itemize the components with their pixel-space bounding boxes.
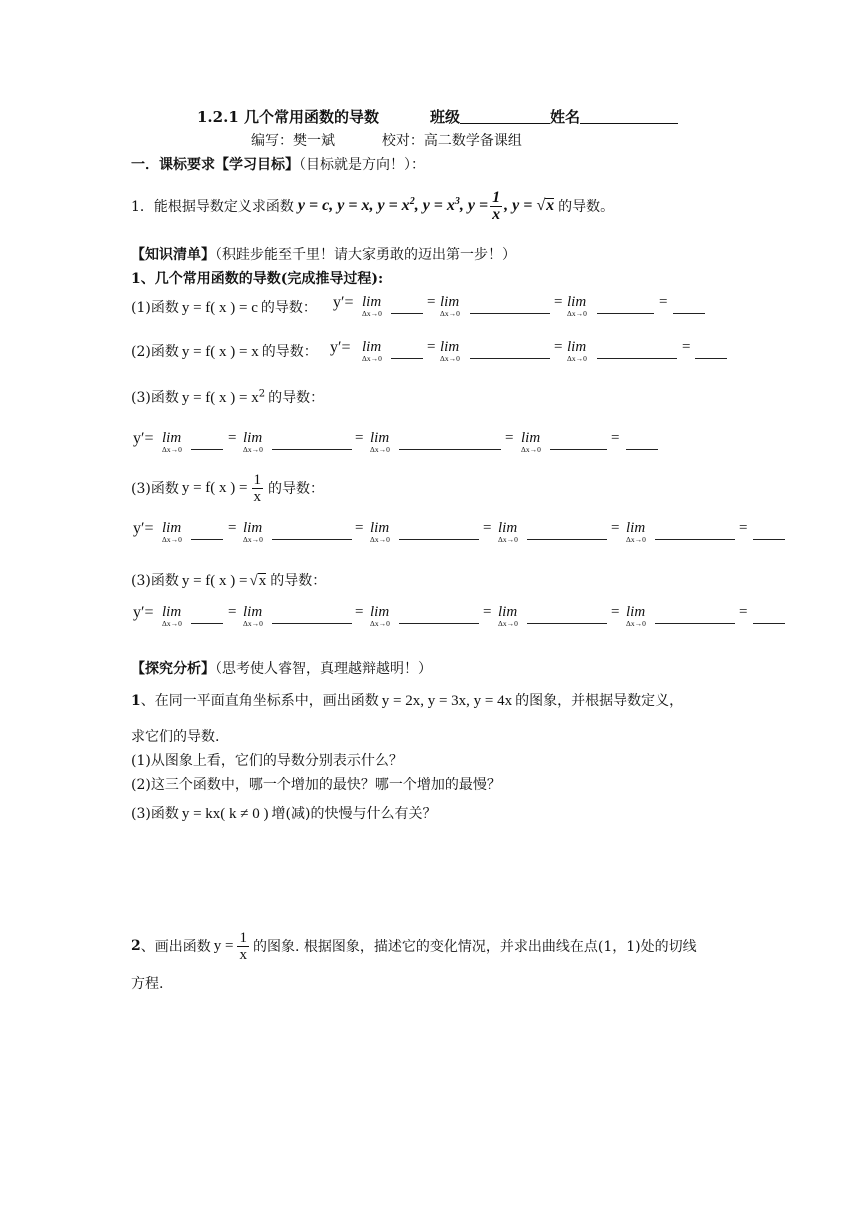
lim-symbol: lim xyxy=(243,520,263,536)
goal-sup-2: 2 xyxy=(409,195,415,207)
equals-sign: = xyxy=(739,520,748,536)
answer-blank xyxy=(753,539,785,540)
derivation-5-sqrt-arg: x xyxy=(258,573,267,589)
derivation-2-label xyxy=(131,341,318,361)
fraction-blank xyxy=(655,623,735,624)
question-1-sub1: (1)从图象上看，它们的导数分别表示什么？ xyxy=(131,753,403,769)
lim-symbol: lim xyxy=(243,604,263,620)
derivation-1-formula: y = f( x ) = c xyxy=(181,300,258,316)
derivation-4-func: (3)函数 xyxy=(131,481,179,497)
equals-sign: = xyxy=(355,430,364,446)
explore-heading xyxy=(131,658,432,678)
equals-sign: = xyxy=(611,520,620,536)
question-2-fraction xyxy=(237,930,249,963)
goal-formula-d: , y = xyxy=(504,196,533,214)
lim-subscript: Δx→0 xyxy=(162,619,182,628)
fraction-blank xyxy=(655,539,735,540)
lim-subscript: Δx→0 xyxy=(243,535,263,544)
lim-symbol: lim xyxy=(362,294,382,310)
answer-blank xyxy=(673,313,705,314)
fraction-blank xyxy=(527,623,607,624)
lim-symbol: lim xyxy=(567,339,587,355)
lim-symbol: lim xyxy=(440,339,460,355)
knowledge-heading xyxy=(131,244,516,264)
lim-subscript: Δx→0 xyxy=(243,445,263,454)
equals-sign: = xyxy=(554,339,563,355)
lim-subscript: Δx→0 xyxy=(440,354,460,363)
equals-sign: = xyxy=(228,520,237,536)
fraction-blank xyxy=(399,539,479,540)
fraction-blank xyxy=(399,449,501,450)
fraction-blank xyxy=(391,358,423,359)
goal-item-1-prefix: 1．能根据导数定义求函数 xyxy=(131,199,294,215)
question-2-line2: 方程. xyxy=(131,976,164,992)
lim-subscript: Δx→0 xyxy=(521,445,541,454)
lim-symbol: lim xyxy=(243,430,263,446)
derivation-1-func: (1)函数 xyxy=(131,300,179,316)
equals-sign: = xyxy=(228,430,237,446)
lim-symbol: lim xyxy=(370,430,390,446)
name-blank[interactable] xyxy=(580,123,678,124)
equals-sign: = xyxy=(682,339,691,355)
derivation-4-frac-num: 1 xyxy=(253,471,261,488)
lim-subscript: Δx→0 xyxy=(567,354,587,363)
fraction-blank xyxy=(272,449,352,450)
fraction-blank xyxy=(191,449,223,450)
derivation-5-formula: y = f( x ) = xyxy=(181,573,248,589)
fraction-blank xyxy=(470,313,550,314)
question-2-number: 2 xyxy=(131,938,141,954)
goals-heading: 一．课标要求【学习目标】 xyxy=(131,157,299,173)
equals-sign: = xyxy=(611,604,620,620)
equals-sign: = xyxy=(355,520,364,536)
equals-sign: = xyxy=(427,339,436,355)
explore-note: （思考使人睿智，真理越辩越明！） xyxy=(215,661,432,677)
goal-sqrt-arg: x xyxy=(546,196,555,214)
question-2 xyxy=(131,924,697,968)
question-1-number: 1 xyxy=(131,693,141,709)
fraction-blank xyxy=(597,313,654,314)
section-heading-goals xyxy=(131,154,425,174)
lim-subscript: Δx→0 xyxy=(626,535,646,544)
y-prime-label: y′= xyxy=(133,604,154,621)
class-label: 班级 xyxy=(430,108,461,126)
equals-sign: = xyxy=(355,604,364,620)
lim-subscript: Δx→0 xyxy=(370,619,390,628)
fraction-blank xyxy=(191,539,223,540)
y-prime-label: y′= xyxy=(330,339,351,356)
lim-symbol: lim xyxy=(626,520,646,536)
derivation-3-func: (3)函数 xyxy=(131,390,179,406)
goal-item-1 xyxy=(131,188,614,224)
equals-sign: = xyxy=(427,294,436,310)
knowledge-title: 【知识清单】 xyxy=(131,247,215,263)
derivation-2-suffix: 的导数： xyxy=(261,344,318,360)
question-2-formula: y = xyxy=(213,937,234,954)
lim-subscript: Δx→0 xyxy=(440,309,460,318)
question-1-line2: 求它们的导数. xyxy=(131,729,220,745)
knowledge-subheading: 1、几个常用函数的导数(完成推导过程): xyxy=(131,271,384,287)
goal-frac-num: 1 xyxy=(492,188,501,206)
lim-subscript: Δx→0 xyxy=(498,535,518,544)
reviewer: 校对：高二数学备课组 xyxy=(381,133,522,149)
lim-symbol: lim xyxy=(626,604,646,620)
lim-symbol: lim xyxy=(567,294,587,310)
lim-subscript: Δx→0 xyxy=(567,309,587,318)
fraction-blank xyxy=(399,623,479,624)
lim-symbol: lim xyxy=(162,430,182,446)
equals-sign: = xyxy=(228,604,237,620)
page-title-text: 1.2.1 几个常用函数的导数 xyxy=(197,108,379,126)
lim-subscript: Δx→0 xyxy=(162,445,182,454)
fraction-blank xyxy=(597,358,677,359)
lim-subscript: Δx→0 xyxy=(243,619,263,628)
question-1-sub3-a: (3)函数 xyxy=(131,806,179,822)
derivation-1-label xyxy=(131,297,317,317)
author-line xyxy=(251,130,522,150)
derivation-3-label xyxy=(131,387,324,407)
fraction-blank xyxy=(391,313,423,314)
derivation-5-suffix: 的导数： xyxy=(270,573,327,589)
question-1-sub3-formula: y = kx( k ≠ 0 ) xyxy=(181,806,269,822)
goal-item-1-suffix: 的导数。 xyxy=(558,199,615,215)
goal-sup-3: 3 xyxy=(454,195,460,207)
derivation-2-func: (2)函数 xyxy=(131,344,179,360)
explore-title: 【探究分析】 xyxy=(131,661,215,677)
derivation-4-fraction xyxy=(252,472,264,505)
lim-symbol: lim xyxy=(370,520,390,536)
class-field xyxy=(430,106,678,127)
page-title xyxy=(197,106,379,127)
equals-sign: = xyxy=(659,294,668,310)
question-1 xyxy=(131,690,683,710)
equals-sign: = xyxy=(483,604,492,620)
equals-sign: = xyxy=(483,520,492,536)
derivation-4-formula: y = f( x ) = xyxy=(181,479,248,496)
question-2-text-a: 、画出函数 xyxy=(140,939,211,955)
lim-symbol: lim xyxy=(521,430,541,446)
answer-blank xyxy=(753,623,785,624)
y-prime-label: y′= xyxy=(133,520,154,537)
goal-frac-den: x xyxy=(492,205,501,223)
derivation-1-suffix: 的导数： xyxy=(260,300,317,316)
lim-subscript: Δx→0 xyxy=(370,535,390,544)
question-1-sub2: (2)这三个函数中，哪一个增加的最快？哪一个增加的最慢？ xyxy=(131,777,501,793)
question-1-sub3-b: 增(减)的快慢与什么有关？ xyxy=(271,806,437,822)
lim-symbol: lim xyxy=(498,604,518,620)
sqrt-icon: √ xyxy=(536,196,546,214)
class-blank[interactable] xyxy=(460,123,550,124)
lim-subscript: Δx→0 xyxy=(370,445,390,454)
lim-symbol: lim xyxy=(162,604,182,620)
goal-fraction xyxy=(490,190,502,223)
question-1-formula: y = 2x, y = 3x, y = 4x xyxy=(381,693,513,709)
fraction-blank xyxy=(191,623,223,624)
lim-symbol: lim xyxy=(440,294,460,310)
lim-symbol: lim xyxy=(370,604,390,620)
question-2-frac-num: 1 xyxy=(239,929,247,946)
knowledge-note: （积跬步能至千里！请大家勇敢的迈出第一步！） xyxy=(215,247,516,263)
derivation-4-label xyxy=(131,468,324,508)
lim-subscript: Δx→0 xyxy=(498,619,518,628)
fraction-blank xyxy=(527,539,607,540)
goal-formula-b: , y = x xyxy=(414,196,455,214)
answer-blank xyxy=(695,358,727,359)
lim-symbol: lim xyxy=(362,339,382,355)
derivation-5-func: (3)函数 xyxy=(131,573,179,589)
goals-note: （目标就是方向！）： xyxy=(299,157,425,173)
author: 编写：樊一斌 xyxy=(251,133,335,149)
fraction-blank xyxy=(550,449,607,450)
derivation-3-suffix: 的导数： xyxy=(268,390,325,406)
question-1-text-a: 、在同一平面直角坐标系中，画出函数 xyxy=(140,693,379,709)
sqrt-icon: √ xyxy=(249,573,258,589)
name-label: 姓名 xyxy=(550,108,581,126)
lim-subscript: Δx→0 xyxy=(362,309,382,318)
fraction-blank xyxy=(470,358,550,359)
derivation-5-label xyxy=(131,570,326,590)
equals-sign: = xyxy=(505,430,514,446)
derivation-3-sup: 2 xyxy=(258,388,266,400)
equals-sign: = xyxy=(554,294,563,310)
answer-blank xyxy=(626,449,658,450)
derivation-2-formula: y = f( x ) = x xyxy=(181,344,259,360)
equals-sign: = xyxy=(611,430,620,446)
question-2-frac-den: x xyxy=(239,946,247,963)
goal-formula-a: y = c, y = x, y = x xyxy=(297,196,410,214)
equals-sign: = xyxy=(739,604,748,620)
y-prime-label: y′= xyxy=(333,294,354,311)
derivation-4-suffix: 的导数： xyxy=(268,481,324,497)
lim-subscript: Δx→0 xyxy=(626,619,646,628)
lim-subscript: Δx→0 xyxy=(162,535,182,544)
goal-formula-c: , y = xyxy=(459,196,489,214)
y-prime-label: y′= xyxy=(133,430,154,447)
goal-formula xyxy=(298,190,554,223)
question-1-text-b: 的图象，并根据导数定义， xyxy=(515,693,684,709)
fraction-blank xyxy=(272,539,352,540)
question-2-text-b: 的图象. 根据图象，描述它的变化情况，并求出曲线在点(1，1)处的切线 xyxy=(252,939,697,955)
question-1-sub3 xyxy=(131,803,436,823)
lim-symbol: lim xyxy=(498,520,518,536)
derivation-4-frac-den: x xyxy=(253,488,261,505)
fraction-blank xyxy=(272,623,352,624)
lim-subscript: Δx→0 xyxy=(362,354,382,363)
lim-symbol: lim xyxy=(162,520,182,536)
derivation-3-formula: y = f( x ) = x xyxy=(181,390,259,406)
